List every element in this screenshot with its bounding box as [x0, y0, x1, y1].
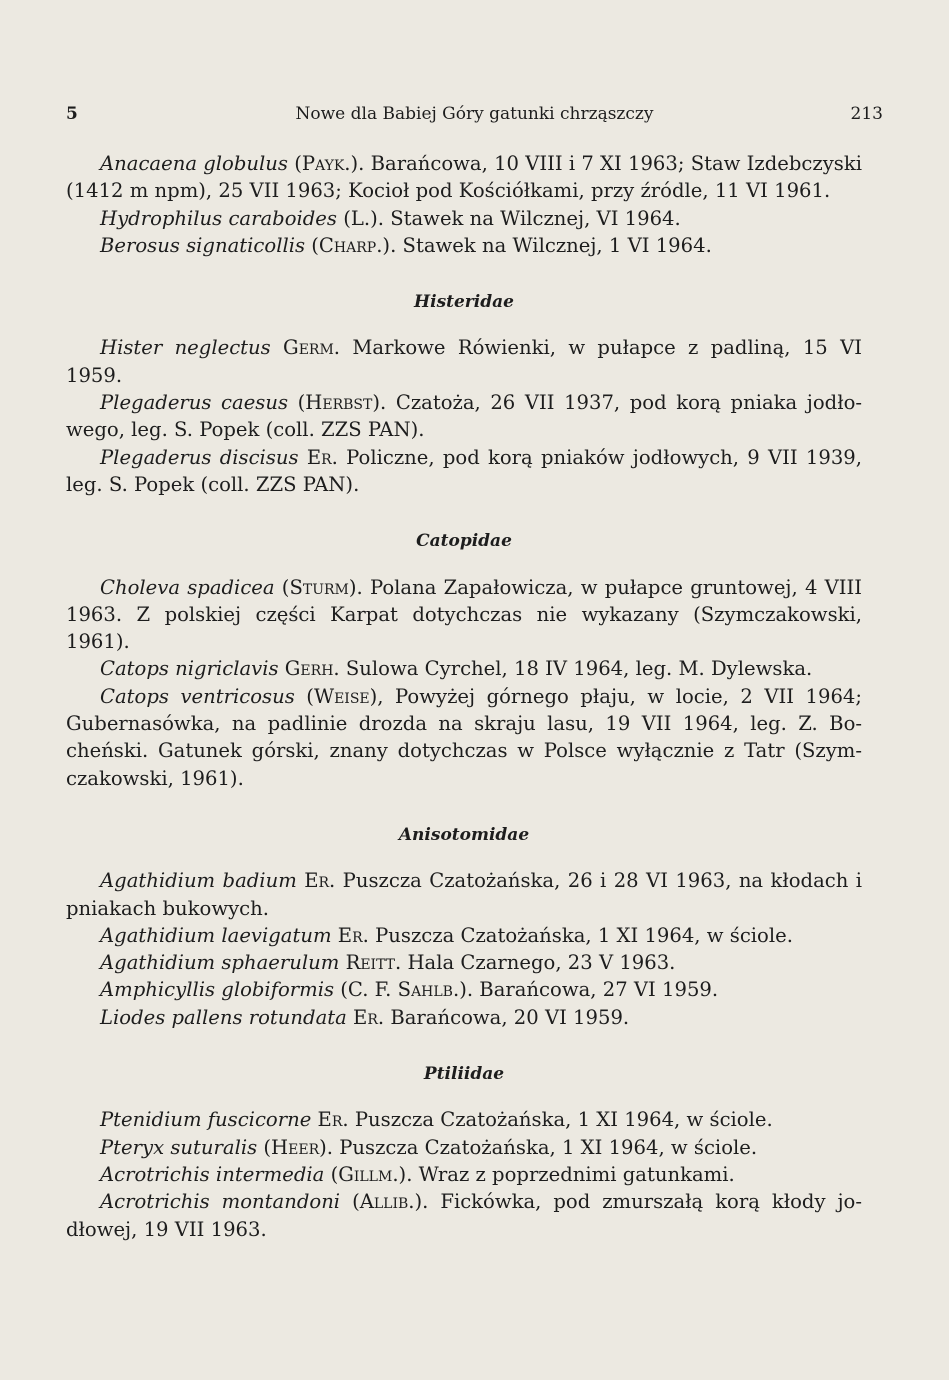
- species-name: Anacaena globulus: [100, 152, 288, 175]
- species-entry: [66, 1004, 862, 1031]
- species-entry: [66, 1106, 862, 1133]
- species-entry: [66, 232, 862, 259]
- species-name: Pteryx suturalis: [100, 1135, 258, 1159]
- running-title: Nowe dla Babiej Góry gatunki chrząszczy: [295, 104, 654, 124]
- species-author: (Gillm.).: [330, 1162, 413, 1186]
- entry-text: Markowe Rówienki, w pułapce z padliną, 15 VI 1959.: [66, 336, 862, 387]
- species-author: (Payk.).: [294, 152, 365, 175]
- entry-text: Barańcowa, 10 VIII i 7 XI 1963; Staw Izdebczyski (1412 m npm), 25 VII 1963; Kocioł pod Kościółkami, przy źródle, 11 VI 1961.: [66, 152, 862, 203]
- species-entry: [66, 1188, 862, 1243]
- species-author: Gerh.: [284, 657, 340, 681]
- family-heading: Catopidae: [416, 531, 512, 552]
- header-left-number: 5: [66, 104, 78, 124]
- species-entry: [66, 949, 862, 976]
- entry-text: Barańcowa, 20 VI 1959.: [384, 1005, 630, 1029]
- species-name: Berosus signaticollis: [100, 233, 306, 257]
- entry-text: Polana Zapałowicza, w pułapce gruntowej, 4 VIII 1963. Z polskiej części Karpat dotychczas nie wykazany (Szymczakowski, 1961).: [66, 575, 862, 654]
- species-name: Plegaderus discisus: [100, 445, 299, 469]
- species-entry: [66, 1161, 862, 1188]
- species-name: Amphicyllis globiformis: [100, 978, 335, 1002]
- species-entry: [66, 205, 862, 232]
- species-entry: [66, 444, 862, 499]
- species-author: Er.: [353, 1005, 385, 1029]
- species-author: Germ.: [283, 336, 341, 360]
- species-name: Acrotrichis intermedia: [100, 1162, 325, 1186]
- species-name: Agathidium sphaerulum: [100, 951, 340, 975]
- species-author: (Herbst).: [297, 391, 387, 415]
- species-name: Catops nigriclavis: [100, 657, 279, 681]
- entry-text: Puszcza Czatożańska, 1 XI 1964, w ściole.: [348, 1108, 773, 1132]
- entry-text: Stawek na Wilcznej, 1 VI 1964.: [396, 233, 712, 257]
- species-author: (C. F. Sahlb.).: [340, 978, 474, 1002]
- entry-text: Barańcowa, 27 VI 1959.: [473, 978, 719, 1002]
- species-author: (L.).: [343, 206, 384, 230]
- species-entry: [66, 334, 862, 389]
- article-body: [66, 150, 862, 1243]
- entry-text: Fickówka, pod zmurszałą korą kłody jodłowej, 19 VII 1963.: [66, 1190, 862, 1241]
- species-name: Ptenidium fuscicorne: [100, 1108, 312, 1132]
- species-name: Hister neglectus: [100, 336, 271, 360]
- entry-text: Sulowa Cyrchel, 18 IV 1964, leg. M. Dylewska.: [339, 657, 813, 681]
- species-author: (Allib.).: [352, 1190, 429, 1214]
- species-author: Er.: [304, 869, 336, 893]
- species-name: Agathidium badium: [100, 869, 297, 893]
- species-entry: [66, 150, 862, 205]
- species-entry: [66, 389, 862, 444]
- species-name: Liodes pallens rotundata: [100, 1005, 347, 1029]
- species-entry: [66, 1134, 862, 1161]
- entry-text: Puszcza Czatożańska, 26 i 28 VI 1963, na kłodach i pniakach bukowych.: [66, 869, 863, 920]
- entry-text: Policzne, pod korą pniaków jodłowych, 9 VII 1939, leg. S. Popek (coll. ZZS PAN).: [66, 445, 862, 496]
- species-entry: [66, 922, 862, 949]
- species-name: Plegaderus caesus: [100, 391, 289, 415]
- entry-text: Hala Czarnego, 23 V 1963.: [401, 951, 676, 975]
- species-author: Reitt.: [345, 951, 402, 975]
- family-heading: Anisotomidae: [398, 824, 530, 845]
- species-author: Er.: [306, 445, 338, 469]
- species-entry: [66, 976, 862, 1003]
- entry-text: Puszcza Czatożańska, 1 XI 1964, w ściole.: [368, 923, 793, 947]
- entry-text: Czatoża, 26 VII 1937, pod korą pniaka jodłowego, leg. S. Popek (coll. ZZS PAN).: [66, 391, 862, 442]
- entry-text: Wraz z poprzednimi gatunkami.: [412, 1162, 735, 1186]
- species-name: Choleva spadicea: [100, 575, 275, 599]
- species-author: Er.: [337, 923, 369, 947]
- species-name: Acrotrichis montandoni: [100, 1190, 341, 1214]
- species-name: Agathidium laevigatum: [100, 923, 332, 947]
- species-author: (Heer).: [263, 1135, 333, 1159]
- species-entry: [66, 655, 862, 682]
- entry-text: Stawek na Wilcznej, VI 1964.: [383, 206, 681, 230]
- species-author: Er.: [317, 1108, 349, 1132]
- species-author: (Weise),: [306, 684, 384, 708]
- species-name: Hydrophilus caraboides: [100, 206, 337, 230]
- family-heading: Histeridae: [414, 292, 514, 313]
- entry-text: Powyżej górnego płaju, w locie, 2 VII 1964; Gubernasówka, na padlinie drozda na skraju lasu, 19 VII 1964, leg. Z. Bocheński. Gatunek górski, znany dotychczas w Polsce wyłącznie z Tatr (Szymczakowski, 1961).: [66, 684, 862, 790]
- species-name: Catops ventricosus: [100, 684, 295, 708]
- family-heading: Ptiliidae: [423, 1064, 505, 1085]
- species-entry: [66, 574, 862, 656]
- species-entry: [66, 683, 862, 792]
- entry-text: Puszcza Czatożańska, 1 XI 1964, w ściole.: [333, 1135, 758, 1159]
- page-number: 213: [850, 104, 883, 124]
- species-entry: [66, 867, 862, 922]
- running-header: [66, 104, 883, 128]
- species-author: (Sturm).: [281, 575, 363, 599]
- species-author: (Charp.).: [311, 233, 397, 257]
